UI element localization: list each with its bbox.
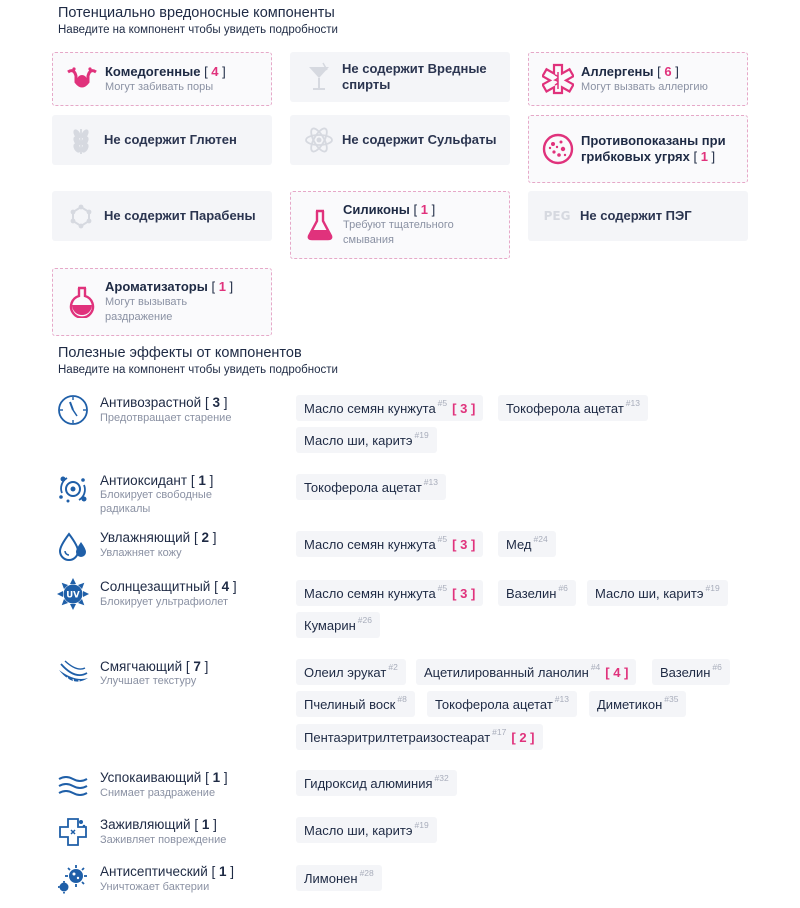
effect-count: 1 bbox=[212, 770, 221, 785]
waves-icon bbox=[56, 769, 90, 803]
card-name: Не содержит Глютен bbox=[104, 132, 237, 147]
ingredient-chip[interactable]: Диметикон $^{\#35}$ bbox=[589, 691, 686, 717]
card-name: Аллергены bbox=[581, 63, 654, 79]
chip-name: Токоферола ацетат bbox=[435, 696, 553, 712]
atom-icon bbox=[302, 123, 336, 157]
chip-name: Вазелин bbox=[506, 585, 557, 601]
chip-name: Масло семян кунжута bbox=[304, 536, 436, 552]
chip-name: Масло ши, каритэ bbox=[304, 822, 413, 838]
harmful-card-comedogenic[interactable]: Комедогенные [ 4 ] Могут забивать поры bbox=[52, 52, 272, 106]
card-desc: Могут вызывать раздражение bbox=[105, 296, 188, 323]
chip-name: Кумарин bbox=[304, 617, 356, 633]
harmful-card-sulfates[interactable] bbox=[290, 115, 510, 165]
chip-name: Ацетилированный ланолин bbox=[424, 664, 589, 680]
ingredient-chip[interactable]: Токоферола ацетат $^{\#13}$ bbox=[296, 474, 446, 500]
card-name: Не содержит Вредные спирты bbox=[342, 61, 487, 92]
chip-name: Пентаэритрилтетраизостеарат bbox=[304, 729, 491, 745]
card-count: 1 bbox=[420, 202, 428, 217]
effect-name: Успокаивающий bbox=[100, 770, 202, 785]
uv-sun-icon bbox=[56, 577, 90, 611]
harmful-card-alcohols[interactable] bbox=[290, 52, 510, 102]
card-name: Не содержит Сульфаты bbox=[342, 132, 497, 147]
effect-count: 4 bbox=[221, 579, 230, 594]
ingredient-chip[interactable]: Токоферола ацетат $^{\#13}$ bbox=[427, 691, 577, 717]
effect-desc: Предотвращает старение bbox=[100, 412, 232, 424]
medical-star-icon bbox=[541, 62, 575, 96]
card-count: 4 bbox=[211, 63, 219, 79]
effect-count: 1 bbox=[201, 817, 210, 832]
ingredient-chip[interactable]: Олеил эрукат $^{\#2}$ bbox=[296, 659, 406, 685]
ingredient-chip[interactable]: Пентаэритрилтетраизостеарат $^{\#17}$ [ 2 ] bbox=[296, 724, 543, 750]
effect-name: Смягчающий bbox=[100, 659, 183, 674]
card-desc: Могут забивать поры bbox=[105, 80, 214, 93]
ingredient-chip[interactable]: Масло семян кунжута $^{\#5}$ [ 3 ] bbox=[296, 580, 483, 606]
chip-name: Масло семян кунжута bbox=[304, 400, 436, 416]
clock-icon bbox=[56, 393, 90, 427]
chip-name: Масло семян кунжута bbox=[304, 585, 436, 601]
feather-icon bbox=[56, 657, 90, 691]
card-desc: Требуют тщательного смывания bbox=[343, 219, 454, 246]
chip-name: Олеил эрукат bbox=[304, 664, 387, 680]
card-count: 6 bbox=[664, 63, 672, 79]
effect-name: Солнцезащитный bbox=[100, 579, 211, 594]
card-name: Комедогенные bbox=[105, 63, 201, 79]
cocktail-icon bbox=[302, 60, 336, 94]
chip-count: 3 bbox=[460, 585, 468, 601]
harmful-section-title: Потенциально вредоносные компоненты bbox=[58, 5, 335, 21]
effect-desc: Заживляет повреждение bbox=[100, 834, 227, 846]
plus-bandage-icon bbox=[56, 815, 90, 849]
drops-icon bbox=[56, 529, 90, 563]
card-count: 1 bbox=[700, 149, 708, 164]
ingredient-chip[interactable]: Вазелин $^{\#6}$ bbox=[498, 580, 576, 606]
chip-name: Диметикон bbox=[597, 696, 663, 712]
chip-count: 2 bbox=[519, 729, 527, 745]
chip-name: Вазелин bbox=[660, 664, 711, 680]
chip-name: Пчелиный воск bbox=[304, 696, 396, 712]
ingredient-chip[interactable]: Токоферола ацетат $^{\#13}$ bbox=[498, 395, 648, 421]
harmful-card-fungal-acne[interactable]: Противопоказаны при грибковых угрях [ 1 ] bbox=[528, 115, 748, 183]
perfume-flask-icon bbox=[65, 285, 99, 319]
card-name: Не содержит ПЭГ bbox=[580, 208, 692, 223]
effect-desc: Увлажняет кожу bbox=[100, 547, 182, 559]
chip-count: 3 bbox=[460, 536, 468, 552]
uv-label: UV bbox=[66, 590, 80, 601]
card-name: Не содержит Парабены bbox=[104, 208, 256, 223]
ingredient-chip[interactable]: Ацетилированный ланолин $^{\#4}$ [ 4 ] bbox=[416, 659, 636, 685]
card-name: Противопоказаны при грибковых угрях bbox=[581, 133, 726, 164]
beneficial-section-subtitle: Наведите на компонент чтобы увидеть подробности bbox=[58, 364, 338, 376]
ingredient-chip[interactable]: Масло ши, каритэ $^{\#19}$ bbox=[587, 580, 728, 606]
effect-name: Заживляющий bbox=[100, 817, 191, 832]
effect-name: Антисептический bbox=[100, 864, 208, 879]
harmful-section-subtitle: Наведите на компонент чтобы увидеть подробности bbox=[58, 24, 338, 36]
chip-name: Токоферола ацетат bbox=[506, 400, 624, 416]
chip-name: Масло ши, каритэ bbox=[595, 585, 704, 601]
ingredient-chip[interactable]: Масло семян кунжута $^{\#5}$ [ 3 ] bbox=[296, 531, 483, 557]
effect-desc: Улучшает текстуру bbox=[100, 675, 197, 687]
ingredient-chip[interactable]: Пчелиный воск $^{\#8}$ bbox=[296, 691, 415, 717]
petri-dish-icon bbox=[541, 132, 575, 166]
chip-name: Гидроксид алюминия bbox=[304, 775, 433, 791]
ingredient-chip[interactable]: Масло семян кунжута $^{\#5}$ [ 3 ] bbox=[296, 395, 483, 421]
effect-desc: Снимает раздражение bbox=[100, 787, 216, 799]
ingredient-chip[interactable]: Кумарин $^{\#26}$ bbox=[296, 612, 380, 638]
harmful-card-peg[interactable] bbox=[528, 191, 748, 241]
chip-name: Лимонен bbox=[304, 870, 358, 886]
harmful-card-silicones[interactable]: Силиконы [ 1 ] Требуют тщательного смывания bbox=[290, 191, 510, 259]
effect-count: 7 bbox=[193, 659, 201, 674]
ingredient-chip[interactable]: Лимонен $^{\#28}$ bbox=[296, 865, 382, 891]
harmful-card-fragrances[interactable]: Ароматизаторы [ 1 ] Могут вызывать раздражение bbox=[52, 268, 272, 336]
molecule-icon bbox=[64, 199, 98, 233]
pore-icon bbox=[65, 62, 99, 96]
molecule-shield-icon bbox=[56, 472, 90, 506]
effect-count: 2 bbox=[201, 530, 209, 545]
chip-count: 4 bbox=[613, 664, 621, 680]
ingredient-chip[interactable]: Гидроксид алюминия $^{\#32}$ bbox=[296, 770, 457, 796]
effect-count: 1 bbox=[219, 864, 227, 879]
card-name: Ароматизаторы bbox=[105, 279, 208, 294]
effect-name: Увлажняющий bbox=[100, 530, 191, 545]
effect-name: Антиоксидант bbox=[100, 473, 188, 488]
chip-name: Токоферола ацетат bbox=[304, 479, 422, 495]
bacteria-icon bbox=[56, 862, 90, 896]
chip-count: 3 bbox=[460, 400, 468, 416]
card-count: 1 bbox=[218, 279, 226, 294]
chip-name: Мед bbox=[506, 536, 532, 552]
card-name: Силиконы bbox=[343, 202, 410, 217]
effect-desc: Блокирует ультрафиолет bbox=[100, 596, 229, 608]
effect-count: 3 bbox=[212, 395, 220, 410]
flask-icon bbox=[303, 208, 337, 242]
ingredient-chip[interactable]: Вазелин $^{\#6}$ bbox=[652, 659, 730, 685]
effect-desc: Уничтожает бактерии bbox=[100, 881, 210, 893]
peg-icon: PEG bbox=[543, 209, 571, 223]
chip-name: Масло ши, каритэ bbox=[304, 432, 413, 448]
effect-name: Антивозрастной bbox=[100, 395, 202, 410]
harmful-card-parabens[interactable] bbox=[52, 191, 272, 241]
effect-desc: Блокирует свободные радикалы bbox=[100, 489, 212, 515]
ingredient-chip[interactable]: Масло ши, каритэ $^{\#19}$ bbox=[296, 427, 437, 453]
wheat-icon bbox=[64, 123, 98, 157]
beneficial-section-title: Полезные эффекты от компонентов bbox=[58, 345, 302, 361]
harmful-card-gluten[interactable] bbox=[52, 115, 272, 165]
ingredient-chip[interactable]: Мед $^{\#24}$ bbox=[498, 531, 556, 557]
harmful-card-allergens[interactable]: Аллергены [ 6 ] Могут вызвать аллергию bbox=[528, 52, 748, 106]
card-desc: Могут вызвать аллергию bbox=[581, 80, 708, 93]
ingredient-chip[interactable]: Масло ши, каритэ $^{\#19}$ bbox=[296, 817, 437, 843]
effect-count: 1 bbox=[198, 473, 206, 488]
